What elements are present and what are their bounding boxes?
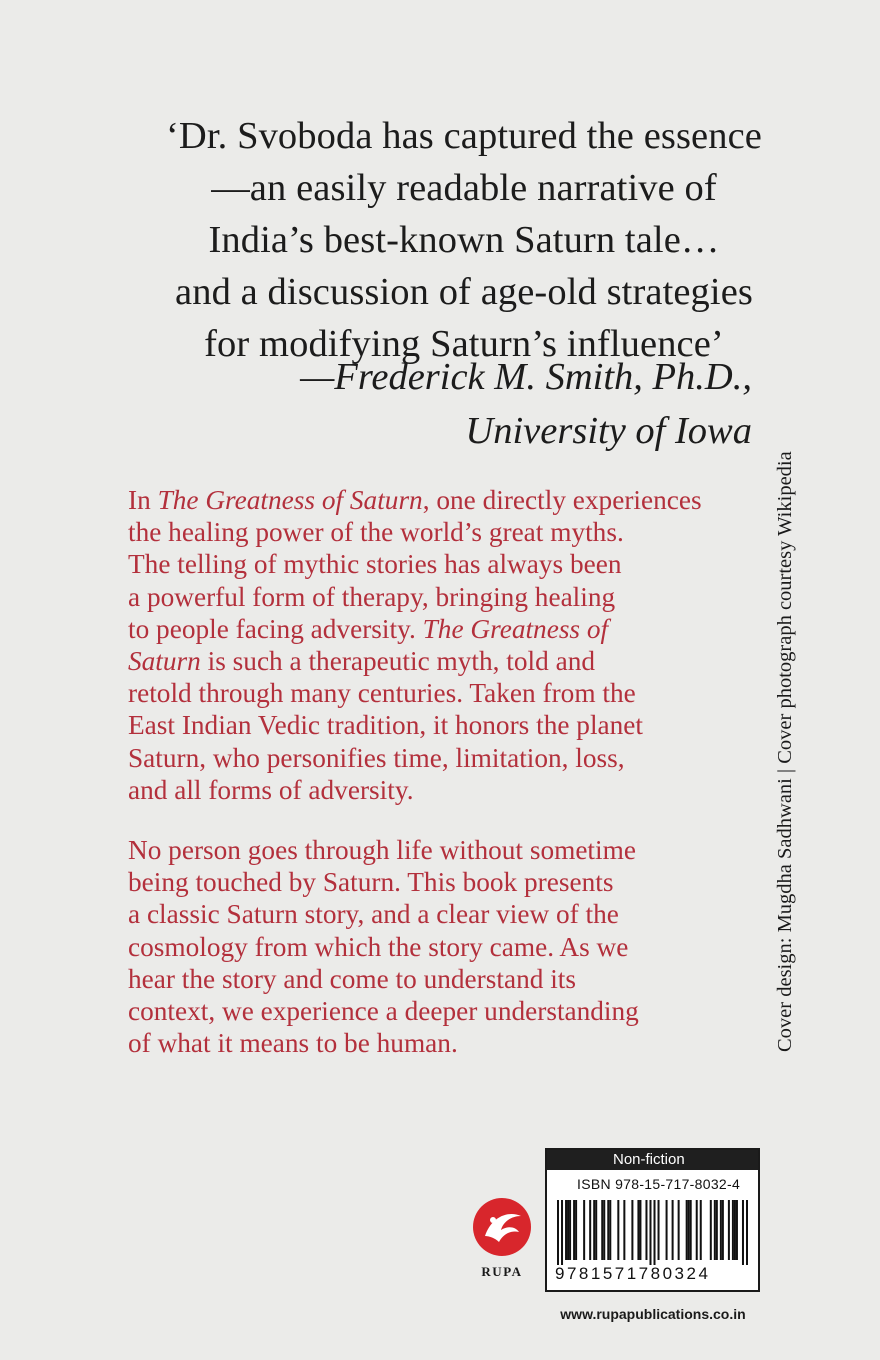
barcode-bar [728,1200,730,1260]
blurb-line: a powerful form of therapy, bringing healing [128,581,616,612]
barcode-bar [658,1200,660,1260]
quote-attribution [150,350,752,458]
blurb-line: of what it means to be human. [128,1028,458,1059]
book-title: The Greatness of Saturn [157,485,423,515]
blurb-line: hear the story and come to understand its [128,963,576,994]
barcode-bar [746,1200,748,1265]
book-title: The Greatness of [422,613,609,644]
rupa-logo-icon [471,1196,533,1258]
barcode-bar [732,1200,734,1260]
barcode-bar [569,1200,571,1260]
barcode-bar [686,1200,688,1260]
blurb-line: retold through many centuries. Taken from the [128,678,636,709]
blurb-line: No person goes through life without sometime [128,835,636,865]
barcode-bar [589,1200,591,1260]
barcode-bar [736,1200,738,1260]
barcode-bar [666,1200,668,1260]
barcode-bar [720,1200,722,1260]
blurb-line: a classic Saturn story, and a clear view of the [128,899,619,930]
barcode-box [545,1148,760,1292]
blurb-line: the healing power of the world’s great myths. [128,517,624,548]
barcode-bar [645,1200,647,1260]
barcode-bar [557,1200,559,1265]
book-title: Saturn [128,646,201,677]
barcode-number: 9781571780324 [555,1264,711,1283]
barcode-bar [678,1200,680,1260]
barcode-bar [623,1200,625,1260]
barcode-bars [557,1200,748,1265]
barcode-bar [617,1200,619,1260]
barcode-bar [722,1200,724,1260]
barcode-bar [742,1200,744,1265]
barcode-bar [714,1200,716,1260]
quote-line: and a discussion of age-old strategies [175,271,753,313]
barcode-bar [710,1200,712,1260]
barcode-bar [595,1200,597,1260]
blurb-line: Saturn is such a therapeutic myth, told and [128,646,596,677]
barcode-bar [631,1200,633,1260]
blurb-line: East Indian Vedic tradition, it honors the planet [128,710,643,741]
barcode-bar [593,1200,595,1260]
blurb-line: and all forms of adversity. [128,774,414,805]
barcode-bar [561,1200,563,1265]
barcode-bar [607,1200,609,1260]
quote-line: for modifying Saturn’s influence’ [204,323,724,365]
barcode-bar [573,1200,575,1260]
barcode-bar [696,1200,698,1260]
barcode-bar [601,1200,603,1260]
barcode-bar [639,1200,641,1260]
attribution-affiliation: University of Iowa [465,410,752,452]
blurb-line: cosmology from which the story came. As we [128,931,629,962]
barcode-bar [700,1200,702,1260]
blurb-paragraph-2 [128,834,768,1059]
barcode-bar [734,1200,736,1260]
isbn-text: ISBN 978-15-717-8032-4 [577,1176,741,1192]
publisher-website: www.rupapublications.co.in [560,1306,746,1322]
genre-label: Non-fiction [547,1150,758,1170]
blurb-line: context, we experience a deeper understanding [128,996,639,1027]
barcode-bar [637,1200,639,1260]
barcode-bar [716,1200,718,1260]
barcode-bar [567,1200,569,1260]
blurb-line: In The Greatness of Saturn, one directly experiences [128,485,702,515]
barcode-bar [565,1200,567,1260]
barcode-bar [575,1200,577,1260]
publisher-name: RUPA [481,1264,523,1279]
barcode-bar [654,1200,656,1265]
quote-line: India’s best-known Saturn tale… [208,219,720,261]
blurb-line: being touched by Saturn. This book presents [128,867,614,898]
barcode-bar [583,1200,585,1260]
barcode-bar [609,1200,611,1260]
blurb-line: to people facing adversity. The Greatness of [128,613,609,644]
review-quote [80,110,848,370]
blurb-line: Saturn, who personifies time, limitation, loss, [128,742,625,773]
cover-credit: Cover design: Mugdha Sadhwani | Cover photograph courtesy Wikipedia [774,451,796,1052]
barcode-bar [649,1200,651,1265]
barcode-bar [672,1200,674,1260]
quote-line: —an easily readable narrative of [211,167,717,209]
barcode-bar [688,1200,690,1260]
attribution-name: —Frederick M. Smith, Ph.D., [300,356,752,398]
blurb-line: The telling of mythic stories has always been [128,549,622,580]
barcode-bar [603,1200,605,1260]
blurb-paragraph-1 [128,484,768,806]
publisher-logo [470,1196,534,1280]
quote-line: ‘Dr. Svoboda has captured the essence [166,115,762,157]
barcode-bar [690,1200,692,1260]
